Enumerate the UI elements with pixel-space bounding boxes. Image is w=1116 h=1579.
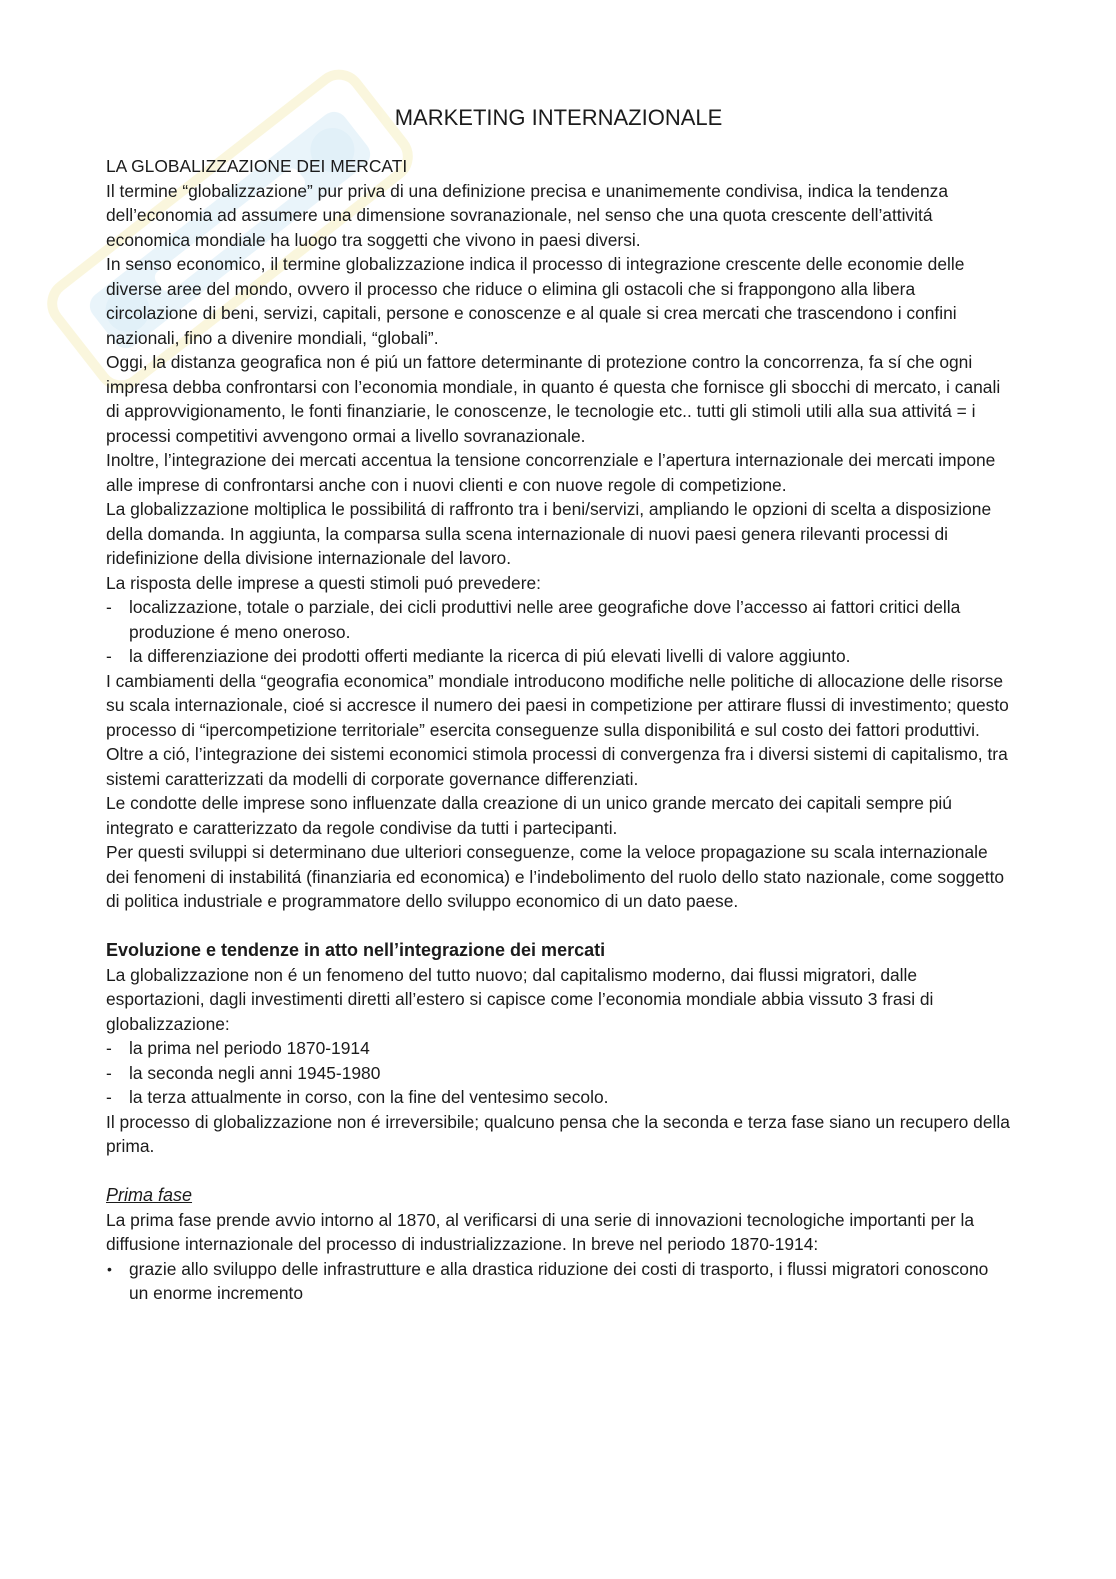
paragraph: Oggi, la distanza geografica non é piú un fattore determinante di protezione contro la concorrenza, fa sí che ogni impresa debba confrontarsi con l’economia mondiale, in quanto é questa che fornisce gli sbocchi di mercato, i canali di approvvigionamento, le fonti finanziarie, le conoscenze, le tecnologie etc.. tutti gli stimoli utili alla sua attivitá = i processi competitivi avvengono ormai a livello sovranazionale. [106,352,1001,446]
paragraph: Inoltre, l’integrazione dei mercati accentua la tensione concorrenziale e l’apertura internazionale dei mercati impone alle imprese di confrontarsi anche con i nuovi clienti e con nuove regole di competizione. [106,450,996,495]
list-item: - la seconda negli anni 1945-1980 [106,1061,1011,1086]
section-heading-prima-fase: Prima fase [106,1185,193,1205]
document-title: MARKETING INTERNAZIONALE [394,105,723,130]
spacer [106,914,1011,939]
list-item: - la terza attualmente in corso, con la fine del ventesimo secolo. [106,1085,1011,1110]
section-heading-evoluzione: Evoluzione e tendenze in atto nell’integrazione dei mercati [106,940,606,960]
document-body [106,154,1011,1306]
list-item: - localizzazione, totale o parziale, dei cicli produttivi nelle aree geografiche dove l’accesso ai fattori critici della produzione é meno oneroso. [106,595,1011,644]
paragraph: La globalizzazione non é un fenomeno del tutto nuovo; dal capitalismo moderno, dai flussi migratori, dalle esportazioni, dagli investimenti diretti all’estero si capisce come l’economia mondiale abbia vissuto 3 frasi di globalizzazione: [106,964,934,1034]
paragraph: La risposta delle imprese a questi stimoli puó prevedere: [106,572,541,593]
list-item: - la prima nel periodo 1870-1914 [106,1036,1011,1061]
list-item: - la differenziazione dei prodotti offerti mediante la ricerca di piú elevati livelli di valore aggiunto. [106,644,1011,669]
dash-list [106,1036,1011,1110]
paragraph: Le condotte delle imprese sono influenzate dalla creazione di un unico grande mercato dei capitali sempre piú integrato e caratterizzato da regole condivise da tutti i partecipanti. [106,793,952,838]
paragraph: La globalizzazione moltiplica le possibilitá di raffronto tra i beni/servizi, ampliando le opzioni di scelta a disposizione della domanda. In aggiunta, la comparsa sulla scena internazionale di nuovi paesi genera rilevanti processi di ridefinizione della divisione internazionale del lavoro. [106,499,992,568]
dash-list [106,595,1011,669]
paragraph: La prima fase prende avvio intorno al 1870, al verificarsi di una serie di innovazioni tecnologiche importanti per la diffusione internazionale del processo di industrializzazione. In breve nel periodo 1870-1914: [106,1209,975,1254]
paragraph: In senso economico, il termine globalizzazione indica il processo di integrazione crescente delle economie delle diverse aree del mondo, ovvero il processo che riduce o elimina gli ostacoli che si frappongono alla libera circolazione di beni, servizi, capitali, persone e conoscenze e al quale si crea mercati che trascendono i confini nazionali, fino a divenire mondiali, “globali”. [106,254,965,348]
paragraph: I cambiamenti della “geografia economica” mondiale introducono modifiche nelle politiche di allocazione delle risorse su scala internazionale, cioé si accresce il numero dei paesi in competizione per attirare flussi di investimento; questo processo di “ipercompetizione territoriale” esercita conseguenze sulla disponibilitá e sul costo dei fattori produttivi. [106,670,1009,740]
bullet-list [106,1257,1011,1306]
paragraph: Per questi sviluppi si determinano due ulteriori conseguenze, come la veloce propagazione su scala internazionale dei fenomeni di instabilitá (finanziaria ed economica) e l’indebolimento del ruolo dello stato nazionale, come soggetto di politica industriale e programmatore dello sviluppo economico di un dato paese. [106,842,1005,911]
paragraph: Il processo di globalizzazione non é irreversibile; qualcuno pensa che la seconda e terza fase siano un recupero della prima. [106,1111,1010,1156]
list-item: • grazie allo sviluppo delle infrastrutture e alla drastica riduzione dei costi di trasporto, i flussi migratori conoscono un enorme incremento [106,1257,1011,1306]
paragraph: Oltre a ció, l’integrazione dei sistemi economici stimola processi di convergenza fra i diversi sistemi di capitalismo, tra sistemi caratterizzati da modelli di corporate governance differenziati. [106,744,1008,789]
section-heading-globalizzazione: LA GLOBALIZZAZIONE DEI MERCATI [106,156,408,176]
spacer [106,1159,1011,1184]
paragraph: Il termine “globalizzazione” pur priva di una definizione precisa e unanimemente condivisa, indica la tendenza dell’economia ad assumere una dimensione sovranazionale, nel senso che una quota crescente dell’attivitá economica mondiale ha luogo tra soggetti che vivono in paesi diversi. [106,180,948,250]
